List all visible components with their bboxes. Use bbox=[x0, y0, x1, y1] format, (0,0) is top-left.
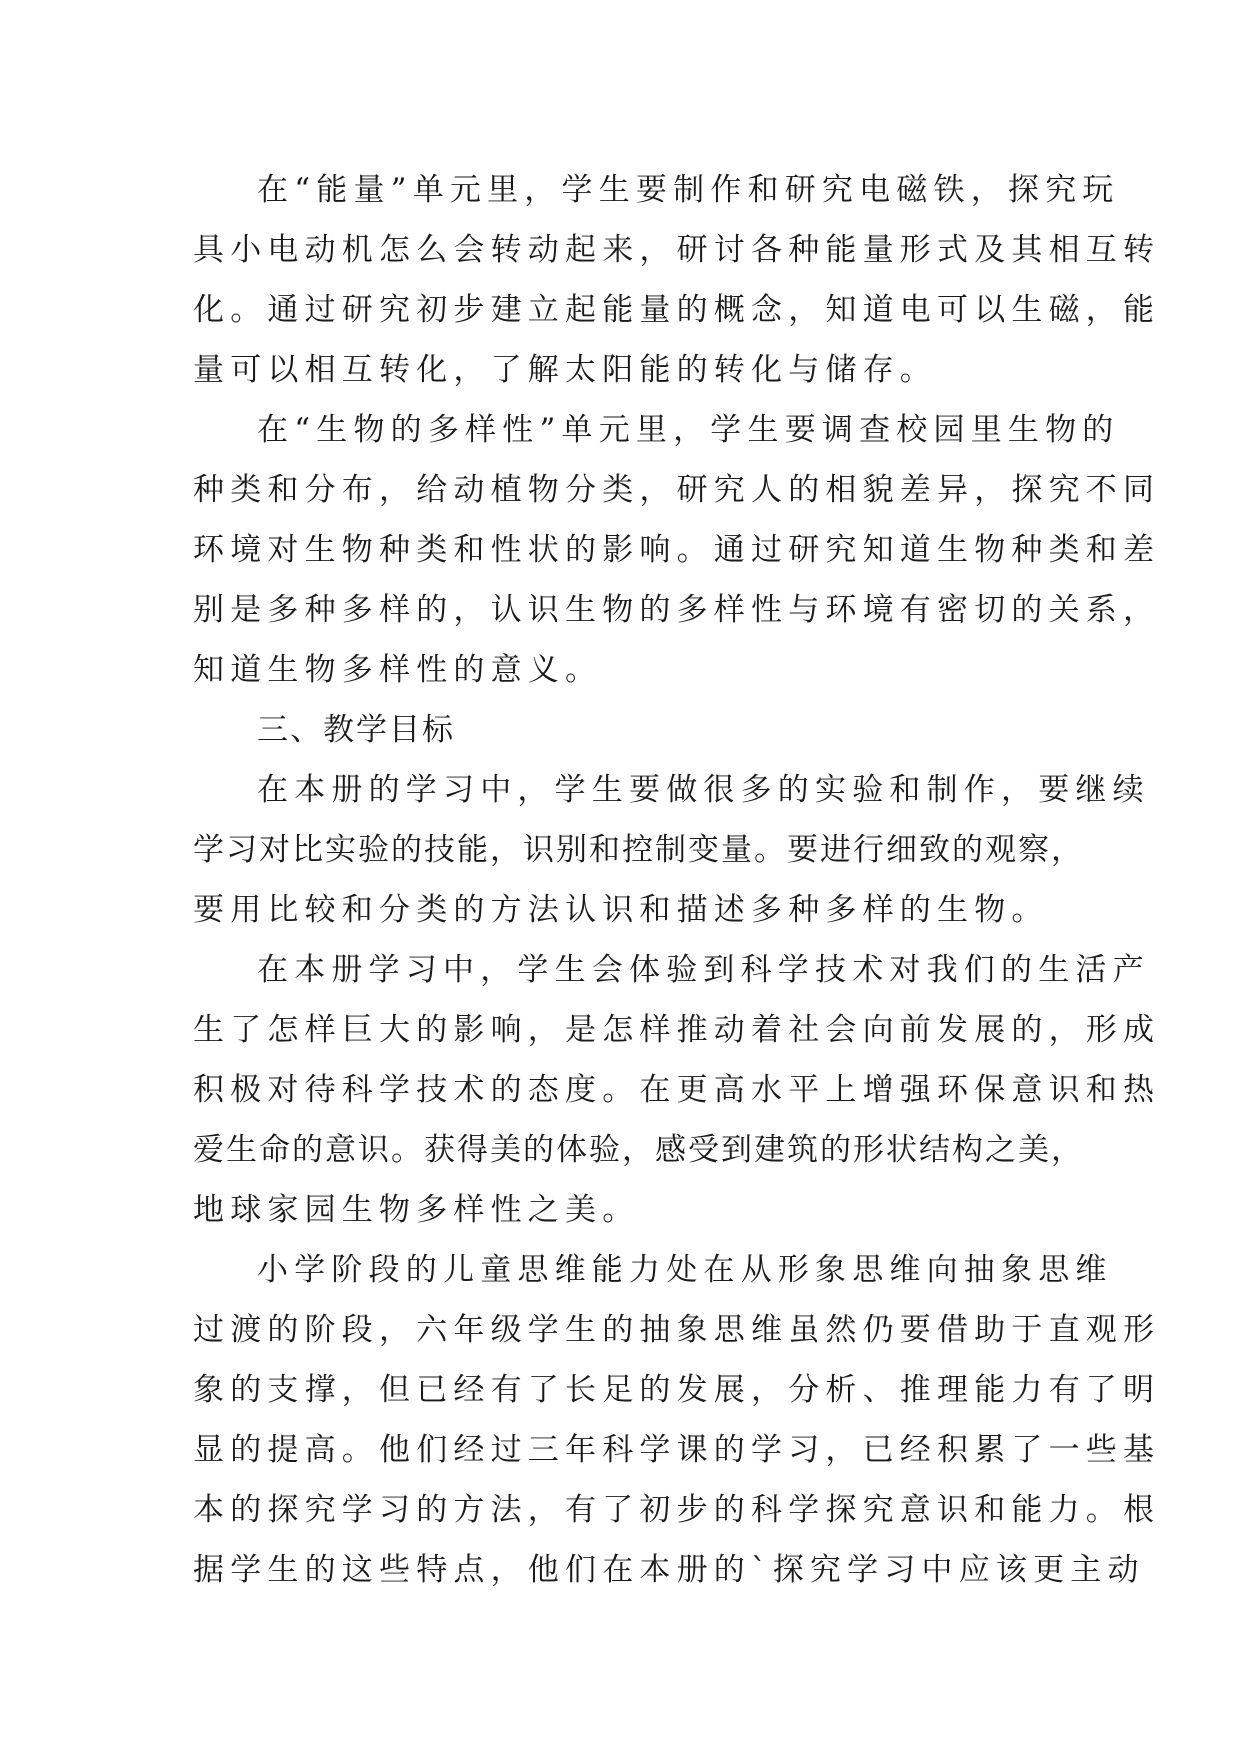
paragraph-line: 过渡的阶段，六年级学生的抽象思维虽然仍要借助于直观形 bbox=[193, 1312, 1161, 1348]
paragraph-line: 要用比较和分类的方法认识和描述多种多样的生物。 bbox=[193, 892, 1049, 928]
paragraph-line: 量可以相互转化，了解太阳能的转化与储存。 bbox=[193, 352, 937, 388]
paragraph-line: 在“生物的多样性”单元里，学生要调查校园里生物的 bbox=[257, 412, 1120, 448]
paragraph-line: 生了怎样巨大的影响，是怎样推动着社会向前发展的，形成 bbox=[193, 1012, 1161, 1048]
paragraph-line: 显的提高。他们经过三年科学课的学习，已经积累了一些基 bbox=[193, 1432, 1161, 1468]
section-heading: 三、教学目标 bbox=[257, 712, 455, 748]
paragraph-line: 积极对待科学技术的态度。在更高水平上增强环保意识和热 bbox=[193, 1072, 1161, 1108]
paragraph-line: 在本册学习中，学生会体验到科学技术对我们的生活产 bbox=[257, 952, 1150, 988]
paragraph-line: 爱生命的意识。获得美的体验，感受到建筑的形状结构之美， bbox=[193, 1132, 1084, 1168]
paragraph-line: 象的支撑，但已经有了长足的发展，分析、推理能力有了明 bbox=[193, 1372, 1161, 1408]
paragraph-line: 知道生物多样性的意义。 bbox=[193, 652, 603, 688]
paragraph-line: 化。通过研究初步建立起能量的概念，知道电可以生磁，能 bbox=[193, 292, 1161, 328]
paragraph-line: 据学生的这些特点，他们在本册的`探究学习中应该更主动 bbox=[193, 1552, 1145, 1588]
paragraph-line: 在“能量”单元里，学生要制作和研究电磁铁，探究玩 bbox=[257, 172, 1120, 208]
paragraph-line: 在本册的学习中，学生要做很多的实验和制作，要继续 bbox=[257, 772, 1150, 808]
paragraph-line: 种类和分布，给动植物分类，研究人的相貌差异，探究不同 bbox=[193, 472, 1161, 508]
paragraph-line: 地球家园生物多样性之美。 bbox=[193, 1192, 640, 1228]
paragraph-line: 别是多种多样的，认识生物的多样性与环境有密切的关系， bbox=[193, 592, 1161, 628]
paragraph-line: 学习对比实验的技能，识别和控制变量。要进行细致的观察， bbox=[193, 832, 1084, 868]
paragraph-line: 具小电动机怎么会转动起来，研讨各种能量形式及其相互转 bbox=[193, 232, 1161, 268]
paragraph-line: 本的探究学习的方法，有了初步的科学探究意识和能力。根 bbox=[193, 1492, 1161, 1528]
paragraph-line: 环境对生物种类和性状的影响。通过研究知道生物种类和差 bbox=[193, 532, 1161, 568]
paragraph-line: 小学阶段的儿童思维能力处在从形象思维向抽象思维 bbox=[257, 1252, 1113, 1288]
